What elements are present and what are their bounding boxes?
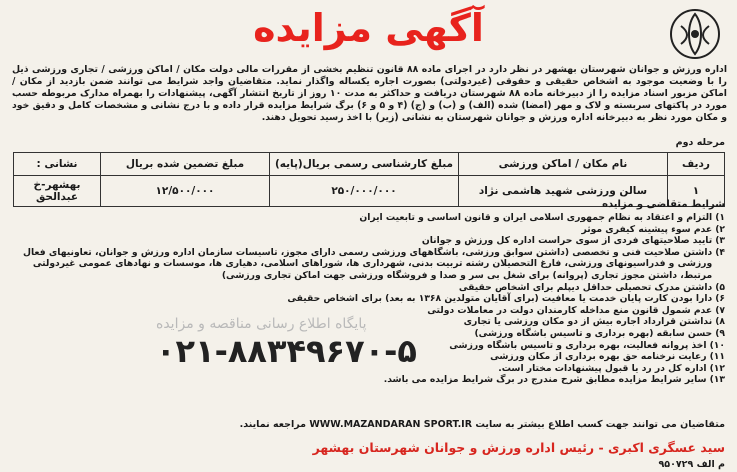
table-header-row — [14, 153, 725, 176]
col-row: ردیف — [668, 153, 725, 176]
list-item: ۹) حسن سابقه (بهره برداری و تاسیس باشگاه ورزشی) — [474, 327, 725, 339]
cell-address: بهشهر-خ عبدالحق — [14, 176, 101, 207]
cell-venue: سالن ورزشی شهید هاشمی نژاد — [459, 176, 668, 207]
list-item: ۱۲) اداره کل در رد یا قبول پیشنهادات مختار است. — [498, 362, 725, 374]
watermark-text: پایگاه اطلاع رسانی مناقصه و مزایده — [156, 316, 367, 332]
signature-line: سید عسگری اکبری - رئیس اداره ورزش و جوانان شهرستان بهشهر — [312, 440, 725, 455]
phone-number: ۰۲۱-۸۸۳۴۹۶۷۰-۵ — [156, 332, 417, 370]
page-title: آگهی مزایده — [253, 6, 484, 50]
cell-row: ۱ — [668, 176, 725, 207]
list-item: ۷) عدم شمول قانون منع مداخله کارمندان دولت در معاملات دولتی — [427, 304, 725, 316]
auction-notice — [6, 4, 731, 468]
list-item: ۴) داشتن صلاحیت فنی و تخصصی (داشتن سوابق ورزشی، باشگاههای ورزشی رسمی دارای مجوز، تاسیسات سازمان اداره ورزش و جوانان، تعاونیهای فعال ورزشی و فدراسیونهای ورزشی، فارغ التحصیلان رشته تربیت بدنی، شهرداری ها، شوراهای اسلامی، دهیاری ها، موسسات و نهادهای عمومی غیردولتی مرتبط، داشتن مجوز تجاری (پروانه) برای شغل بی سر و صدا و فروشگاه ورزشی جهت اماکن تجاری ورزشی) — [23, 246, 725, 281]
notice-code: م الف ۹۵۰۷۲۹ — [658, 459, 725, 470]
list-item: ۱۱) رعایت نرخنامه حق بهره برداری از مکان ورزشی — [490, 351, 725, 363]
list-item: ۱) التزام و اعتقاد به نظام جمهوری اسلامی ایران و قانون اساسی و تابعیت ایران — [359, 212, 725, 223]
list-item: ۵) داشتن مدرک تحصیلی حداقل دیپلم برای اشخاص حقیقی — [458, 281, 725, 293]
stage-label: مرحله دوم — [675, 137, 725, 148]
list-item: ۶) دارا بودن کارت پایان خدمت یا معافیت (برای آقایان متولدین ۱۳۶۸ به بعد) برای اشخاص حقیقی — [287, 293, 725, 305]
col-guarantee: مبلغ تضمین شده بریال — [101, 153, 270, 176]
website-note: متقاضیان می توانند جهت کسب اطلاع بیشتر به سایت WWW.MAZANDARAN SPORT.IR مراجعه نمایند. — [239, 419, 725, 430]
conditions-heading: شرایط متقاضی و مزایده — [602, 199, 725, 210]
list-item: ۳) تایید صلاحیتهای فردی از سوی حراست اداره کل ورزش و جوانان — [421, 235, 725, 247]
list-item: ۱۳) سایر شرایط مزایده مطابق شرح مندرج در برگ شرایط مزایده می باشد. — [383, 374, 725, 386]
cell-base-price: ۲۵۰/۰۰۰/۰۰۰ — [270, 176, 459, 207]
intro-paragraph: اداره ورزش و جوانان شهرستان بهشهر در نظر دارد در اجرای ماده ۸۸ قانون تنظیم بخشی از مقررات مالی دولت مکان / اماکن ورزشی / تجاری ورزشی ذیل را با وضعیت موجود به اشخاص حقیقی و حقوقی (غیردولتی) بصورت اجاره یکساله واگذار نماید. متقاضیان واجد شرایط می توانند ضمن بازدید از مکان / اماکن مزبور اسناد مزایده را از دبیرخانه ماده ۸۸ شهرستان دریافت و حداکثر به مدت ۱۰ روز از تاریخ انتشار آگهی، پیشنهادات را بهمراه مدارک مربوطه حسب مورد در پاکتهای سربسته و لاک و مهر (امضا) شده (الف) و (ب) و (ج) (۴ و ۵ و ۶) برگ شرایط مزایده قرار داده و با درج نشانی و مشخصات کامل و دقیق خود و مکان مورد نظر به دبیرخانه اداره ورزش و جوانان شهرستان به نشانی (زیر) با اخذ رسید تحویل دهند. — [12, 64, 728, 123]
list-item: ۲) عدم سوء پیشینه کیفری موثر — [581, 223, 725, 235]
list-item: ۸) نداشتن قرارداد اجاره بیش از دو مکان ورزشی یا تجاری — [463, 316, 725, 328]
col-address: نشانی : — [14, 153, 101, 176]
list-item: ۱۰) اخذ پروانه فعالیت، بهره برداری و تاسیس باشگاه ورزشی — [449, 339, 725, 351]
col-venue: نام مکان / اماکن ورزشی — [459, 153, 668, 176]
cell-guarantee: ۱۲/۵۰۰/۰۰۰ — [101, 176, 270, 207]
col-base-price: مبلغ کارشناسی رسمی بریال(پایه) — [270, 153, 459, 176]
